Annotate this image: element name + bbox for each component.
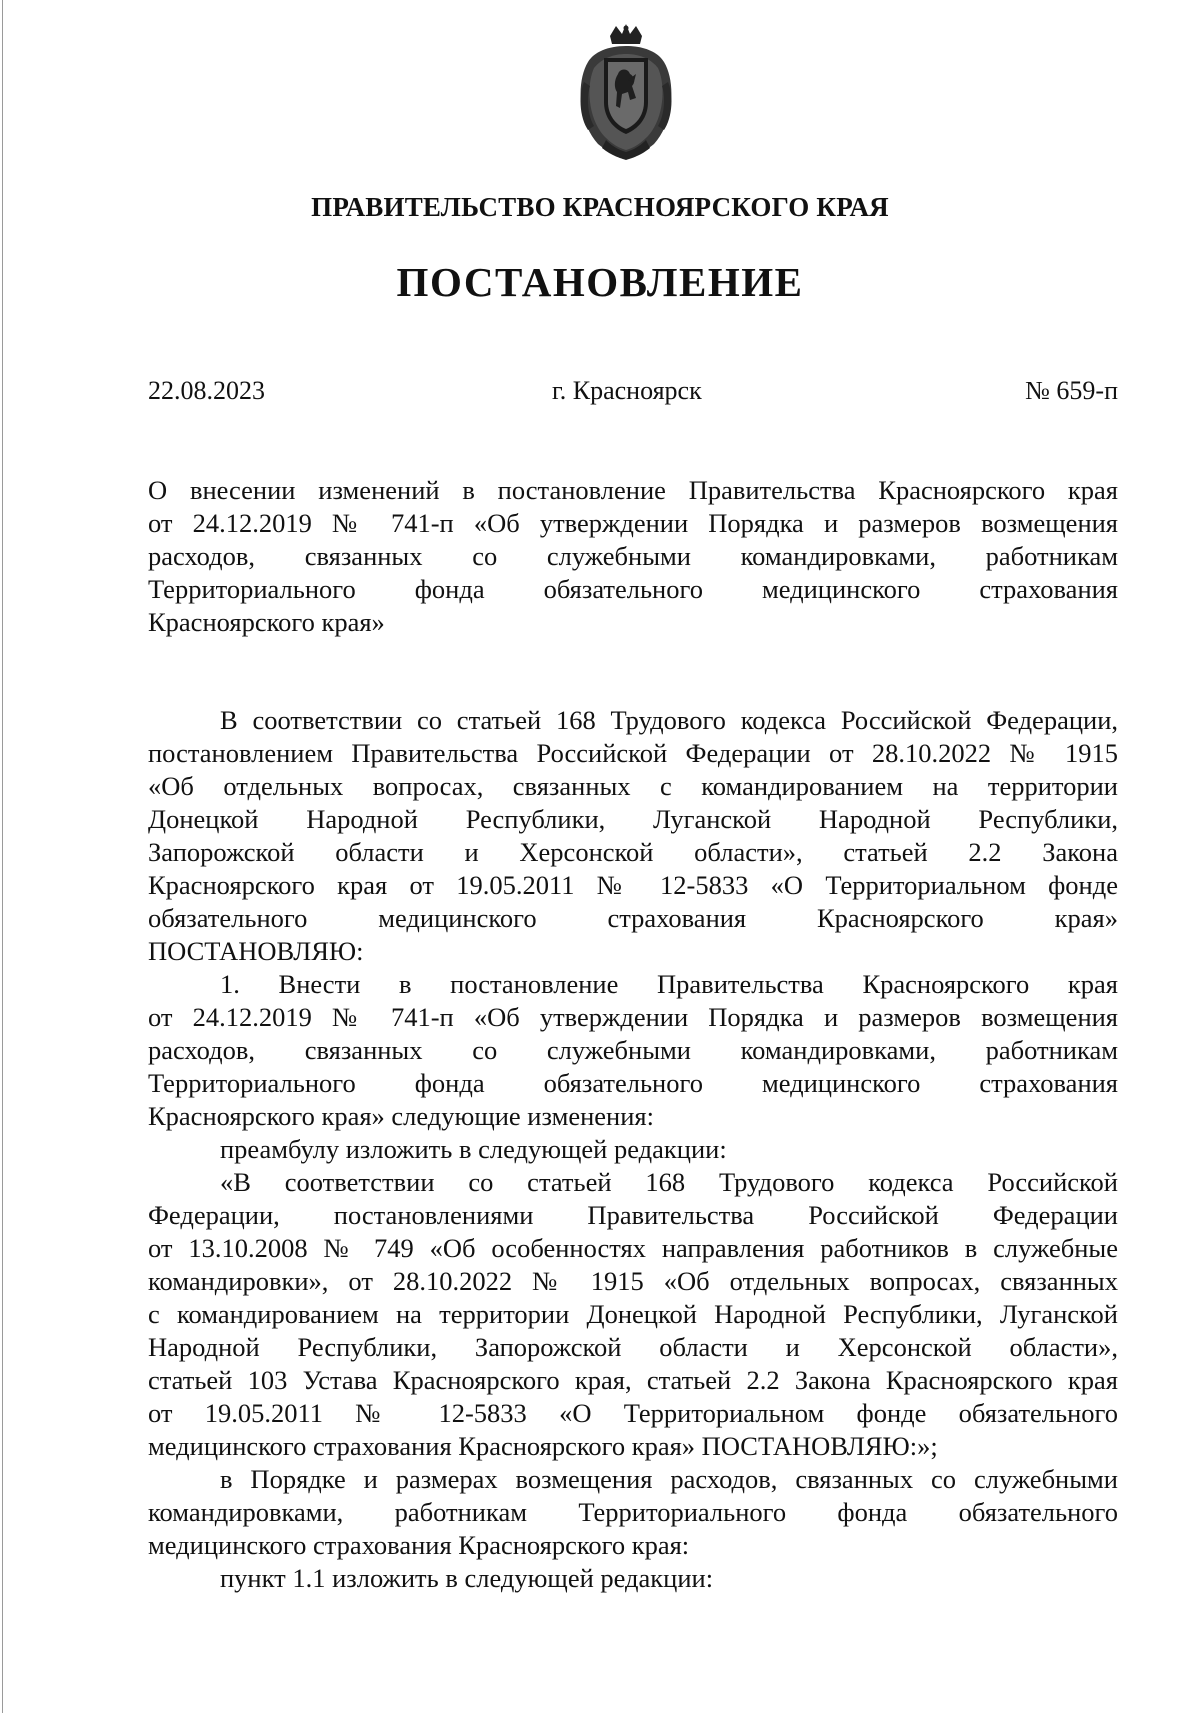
body-line: статьей 103 Устава Красноярского края, статьей 2.2 Закона Красноярского края bbox=[148, 1365, 1118, 1395]
body-line: «В соответствии со статьей 168 Трудового кодекса Российской bbox=[220, 1167, 1118, 1197]
subject-line: расходов, связанных со служебными командировками, работникам bbox=[148, 541, 1118, 571]
document-number: № 659-п bbox=[1025, 376, 1118, 405]
body-line: от 13.10.2008 № 749 «Об особенностях направления работников в служебные bbox=[148, 1233, 1118, 1263]
body-line: Красноярского края» следующие изменения: bbox=[148, 1101, 654, 1131]
document-meta-row bbox=[148, 376, 1118, 410]
document-body bbox=[148, 704, 1118, 1595]
body-line: пункт 1.1 изложить в следующей редакции: bbox=[220, 1563, 714, 1593]
body-line: медицинского страхования Красноярского края» ПОСТАНОВЛЯЮ:»; bbox=[148, 1431, 938, 1461]
document-date: 22.08.2023 bbox=[148, 376, 265, 405]
body-line: медицинского страхования Красноярского края: bbox=[148, 1530, 690, 1560]
body-line: Территориального фонда обязательного медицинского страхования bbox=[148, 1068, 1118, 1098]
subject-line: О внесении изменений в постановление Правительства Красноярского края bbox=[148, 475, 1118, 505]
subject-line: от 24.12.2019 № 741-п «Об утверждении Порядка и размеров возмещения bbox=[148, 508, 1118, 538]
body-line: преамбулу изложить в следующей редакции: bbox=[220, 1134, 727, 1164]
body-line: расходов, связанных со служебными командировками, работникам bbox=[148, 1035, 1118, 1065]
government-title: ПРАВИТЕЛЬСТВО КРАСНОЯРСКОГО КРАЯ bbox=[311, 192, 889, 222]
document-type-title: ПОСТАНОВЛЕНИЕ bbox=[396, 259, 804, 305]
subject-line: Территориального фонда обязательного медицинского страхования bbox=[148, 574, 1118, 604]
body-line: «Об отдельных вопросах, связанных с командированием на территории bbox=[148, 771, 1118, 801]
body-line: Донецкой Народной Республики, Луганской Народной Республики, bbox=[148, 804, 1118, 834]
body-line: Красноярского края от 19.05.2011 № 12-5833 «О Территориальном фонде bbox=[148, 870, 1118, 900]
body-line: Федерации, постановлениями Правительства Российской Федерации bbox=[148, 1200, 1118, 1230]
body-line: от 19.05.2011 № 12-5833 «О Территориальном фонде обязательного bbox=[148, 1398, 1118, 1428]
body-line: обязательного медицинского страхования Красноярского края» bbox=[148, 903, 1118, 933]
body-line: в Порядке и размерах возмещения расходов, связанных со служебными bbox=[220, 1464, 1118, 1494]
body-line: командировками, работникам Территориального фонда обязательного bbox=[148, 1497, 1118, 1527]
subject-line: Красноярского края» bbox=[148, 607, 385, 637]
body-line: Запорожской области и Херсонской области», статьей 2.2 Закона bbox=[148, 837, 1118, 867]
scan-edge-line bbox=[2, 0, 3, 1713]
body-line: ПОСТАНОВЛЯЮ: bbox=[148, 936, 364, 966]
body-line: постановлением Правительства Российской Федерации от 28.10.2022 № 1915 bbox=[148, 738, 1118, 768]
coat-of-arms-emblem bbox=[570, 22, 682, 162]
body-line: от 24.12.2019 № 741-п «Об утверждении Порядка и размеров возмещения bbox=[148, 1002, 1118, 1032]
body-line: с командированием на территории Донецкой Народной Республики, Луганской bbox=[148, 1299, 1118, 1329]
body-line: В соответствии со статьей 168 Трудового кодекса Российской Федерации, bbox=[220, 705, 1118, 735]
document-city: г. Красноярск bbox=[552, 376, 702, 405]
document-subject bbox=[148, 474, 1118, 639]
body-line: 1. Внести в постановление Правительства Красноярского края bbox=[220, 969, 1118, 999]
body-line: командировки», от 28.10.2022 № 1915 «Об отдельных вопросах, связанных bbox=[148, 1266, 1118, 1296]
body-line: Народной Республики, Запорожской области и Херсонской области», bbox=[148, 1332, 1118, 1362]
